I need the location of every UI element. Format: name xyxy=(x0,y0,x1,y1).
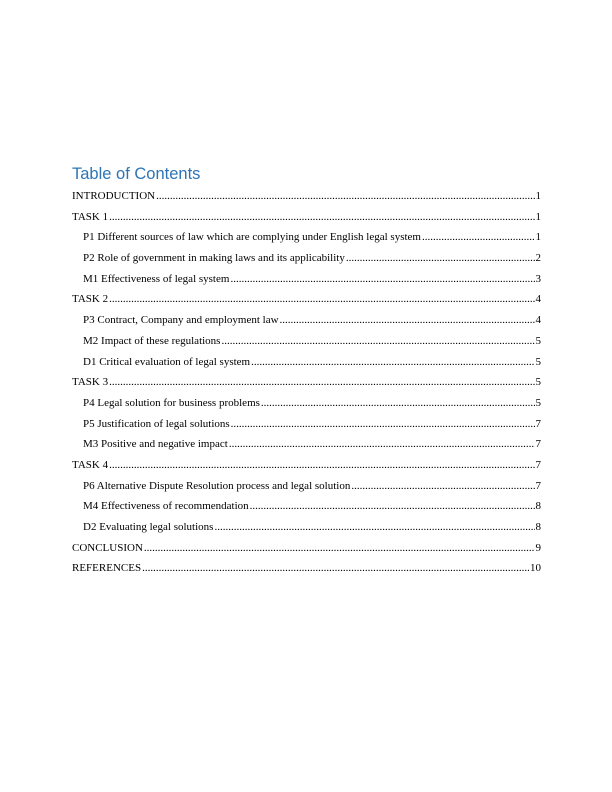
toc-entry-text: M1 Effectiveness of legal system xyxy=(83,272,230,285)
toc-entry[interactable] xyxy=(72,558,541,579)
toc-entry[interactable] xyxy=(72,496,541,517)
toc-entry[interactable] xyxy=(72,248,541,269)
toc-dot-leader xyxy=(351,476,534,497)
toc-dot-leader xyxy=(109,289,534,310)
toc-dot-leader xyxy=(109,455,534,476)
toc-entry[interactable] xyxy=(72,207,541,228)
toc-entry[interactable] xyxy=(72,434,541,455)
toc-entry[interactable] xyxy=(72,186,541,207)
toc-page-number: 4 xyxy=(535,314,541,327)
toc-dot-leader xyxy=(109,372,534,393)
toc-page-number: 1 xyxy=(535,210,541,223)
toc-entry[interactable] xyxy=(72,352,541,373)
toc-entry-text: P3 Contract, Company and employment law xyxy=(83,314,279,327)
toc-entry-text: P2 Role of government in making laws and its applicability xyxy=(83,252,345,265)
toc-page-number: 5 xyxy=(535,334,541,347)
toc-entry[interactable] xyxy=(72,227,541,248)
toc-page-number: 5 xyxy=(535,396,541,409)
toc-entry[interactable] xyxy=(72,455,541,476)
toc-page-number: 4 xyxy=(535,293,541,306)
toc-entry[interactable] xyxy=(72,538,541,559)
toc-entry[interactable] xyxy=(72,393,541,414)
toc-entry-text: TASK 2 xyxy=(72,293,109,306)
toc-dot-leader xyxy=(422,227,535,248)
toc-entry-text: REFERENCES xyxy=(72,562,142,575)
toc-page-number: 1 xyxy=(535,231,541,244)
toc-dot-leader xyxy=(229,434,535,455)
toc-entry-text: M4 Effectiveness of recommendation xyxy=(83,500,249,513)
toc-dot-leader xyxy=(230,269,534,290)
toc-entry-text: P5 Justification of legal solutions xyxy=(83,417,230,430)
toc-entry-text: CONCLUSION xyxy=(72,541,143,554)
toc-entry-text: TASK 1 xyxy=(72,210,109,223)
toc-dot-leader xyxy=(231,414,535,435)
toc-entry-text: M3 Positive and negative impact xyxy=(83,438,228,451)
toc-page-number: 5 xyxy=(535,355,541,368)
toc-entry[interactable] xyxy=(72,372,541,393)
toc-page-number: 2 xyxy=(535,252,541,265)
toc-page-number: 8 xyxy=(535,521,541,533)
toc-page-number: 10 xyxy=(530,562,541,575)
toc-entry[interactable] xyxy=(72,269,541,290)
toc-entry-text: INTRODUCTION xyxy=(72,190,156,202)
toc-page-number: 7 xyxy=(535,417,541,430)
toc-dot-leader xyxy=(142,558,529,579)
toc-dot-leader xyxy=(109,207,534,228)
toc-entry[interactable] xyxy=(72,310,541,331)
toc-page-number: 7 xyxy=(535,458,541,471)
toc-page-number: 1 xyxy=(535,190,541,202)
toc-entry-text: TASK 3 xyxy=(72,376,109,389)
toc-page-number: 8 xyxy=(535,500,541,513)
toc-dot-leader xyxy=(156,186,534,207)
toc-dot-leader xyxy=(261,393,535,414)
toc-entry[interactable] xyxy=(72,476,541,497)
toc-page-number: 9 xyxy=(535,541,541,554)
toc-entry-text: M2 Impact of these regulations xyxy=(83,334,221,347)
toc-entry-text: D2 Evaluating legal solutions xyxy=(83,521,214,533)
toc-list xyxy=(72,186,541,579)
toc-dot-leader xyxy=(280,310,535,331)
toc-dot-leader xyxy=(250,496,535,517)
toc-entry[interactable] xyxy=(72,414,541,435)
toc-dot-leader xyxy=(144,538,535,559)
toc-dot-leader xyxy=(346,248,535,269)
toc-entry[interactable] xyxy=(72,517,541,538)
toc-page-number: 3 xyxy=(535,272,541,285)
toc-entry-text: P6 Alternative Dispute Resolution process and legal solution xyxy=(83,479,351,492)
toc-entry-text: D1 Critical evaluation of legal system xyxy=(83,355,251,368)
toc-entry-text: P4 Legal solution for business problems xyxy=(83,396,260,409)
toc-page-number: 7 xyxy=(535,479,541,492)
toc-entry-text: P1 Different sources of law which are complying under English legal system xyxy=(83,231,421,244)
toc-title: Table of Contents xyxy=(72,165,201,183)
toc-entry[interactable] xyxy=(72,331,541,352)
toc-entry[interactable] xyxy=(72,289,541,310)
toc-page-number: 7 xyxy=(535,438,541,451)
toc-dot-leader xyxy=(221,331,534,352)
toc-page-number: 5 xyxy=(535,376,541,389)
toc-dot-leader xyxy=(251,352,534,373)
toc-entry-text: TASK 4 xyxy=(72,458,109,471)
toc-dot-leader xyxy=(214,517,534,538)
